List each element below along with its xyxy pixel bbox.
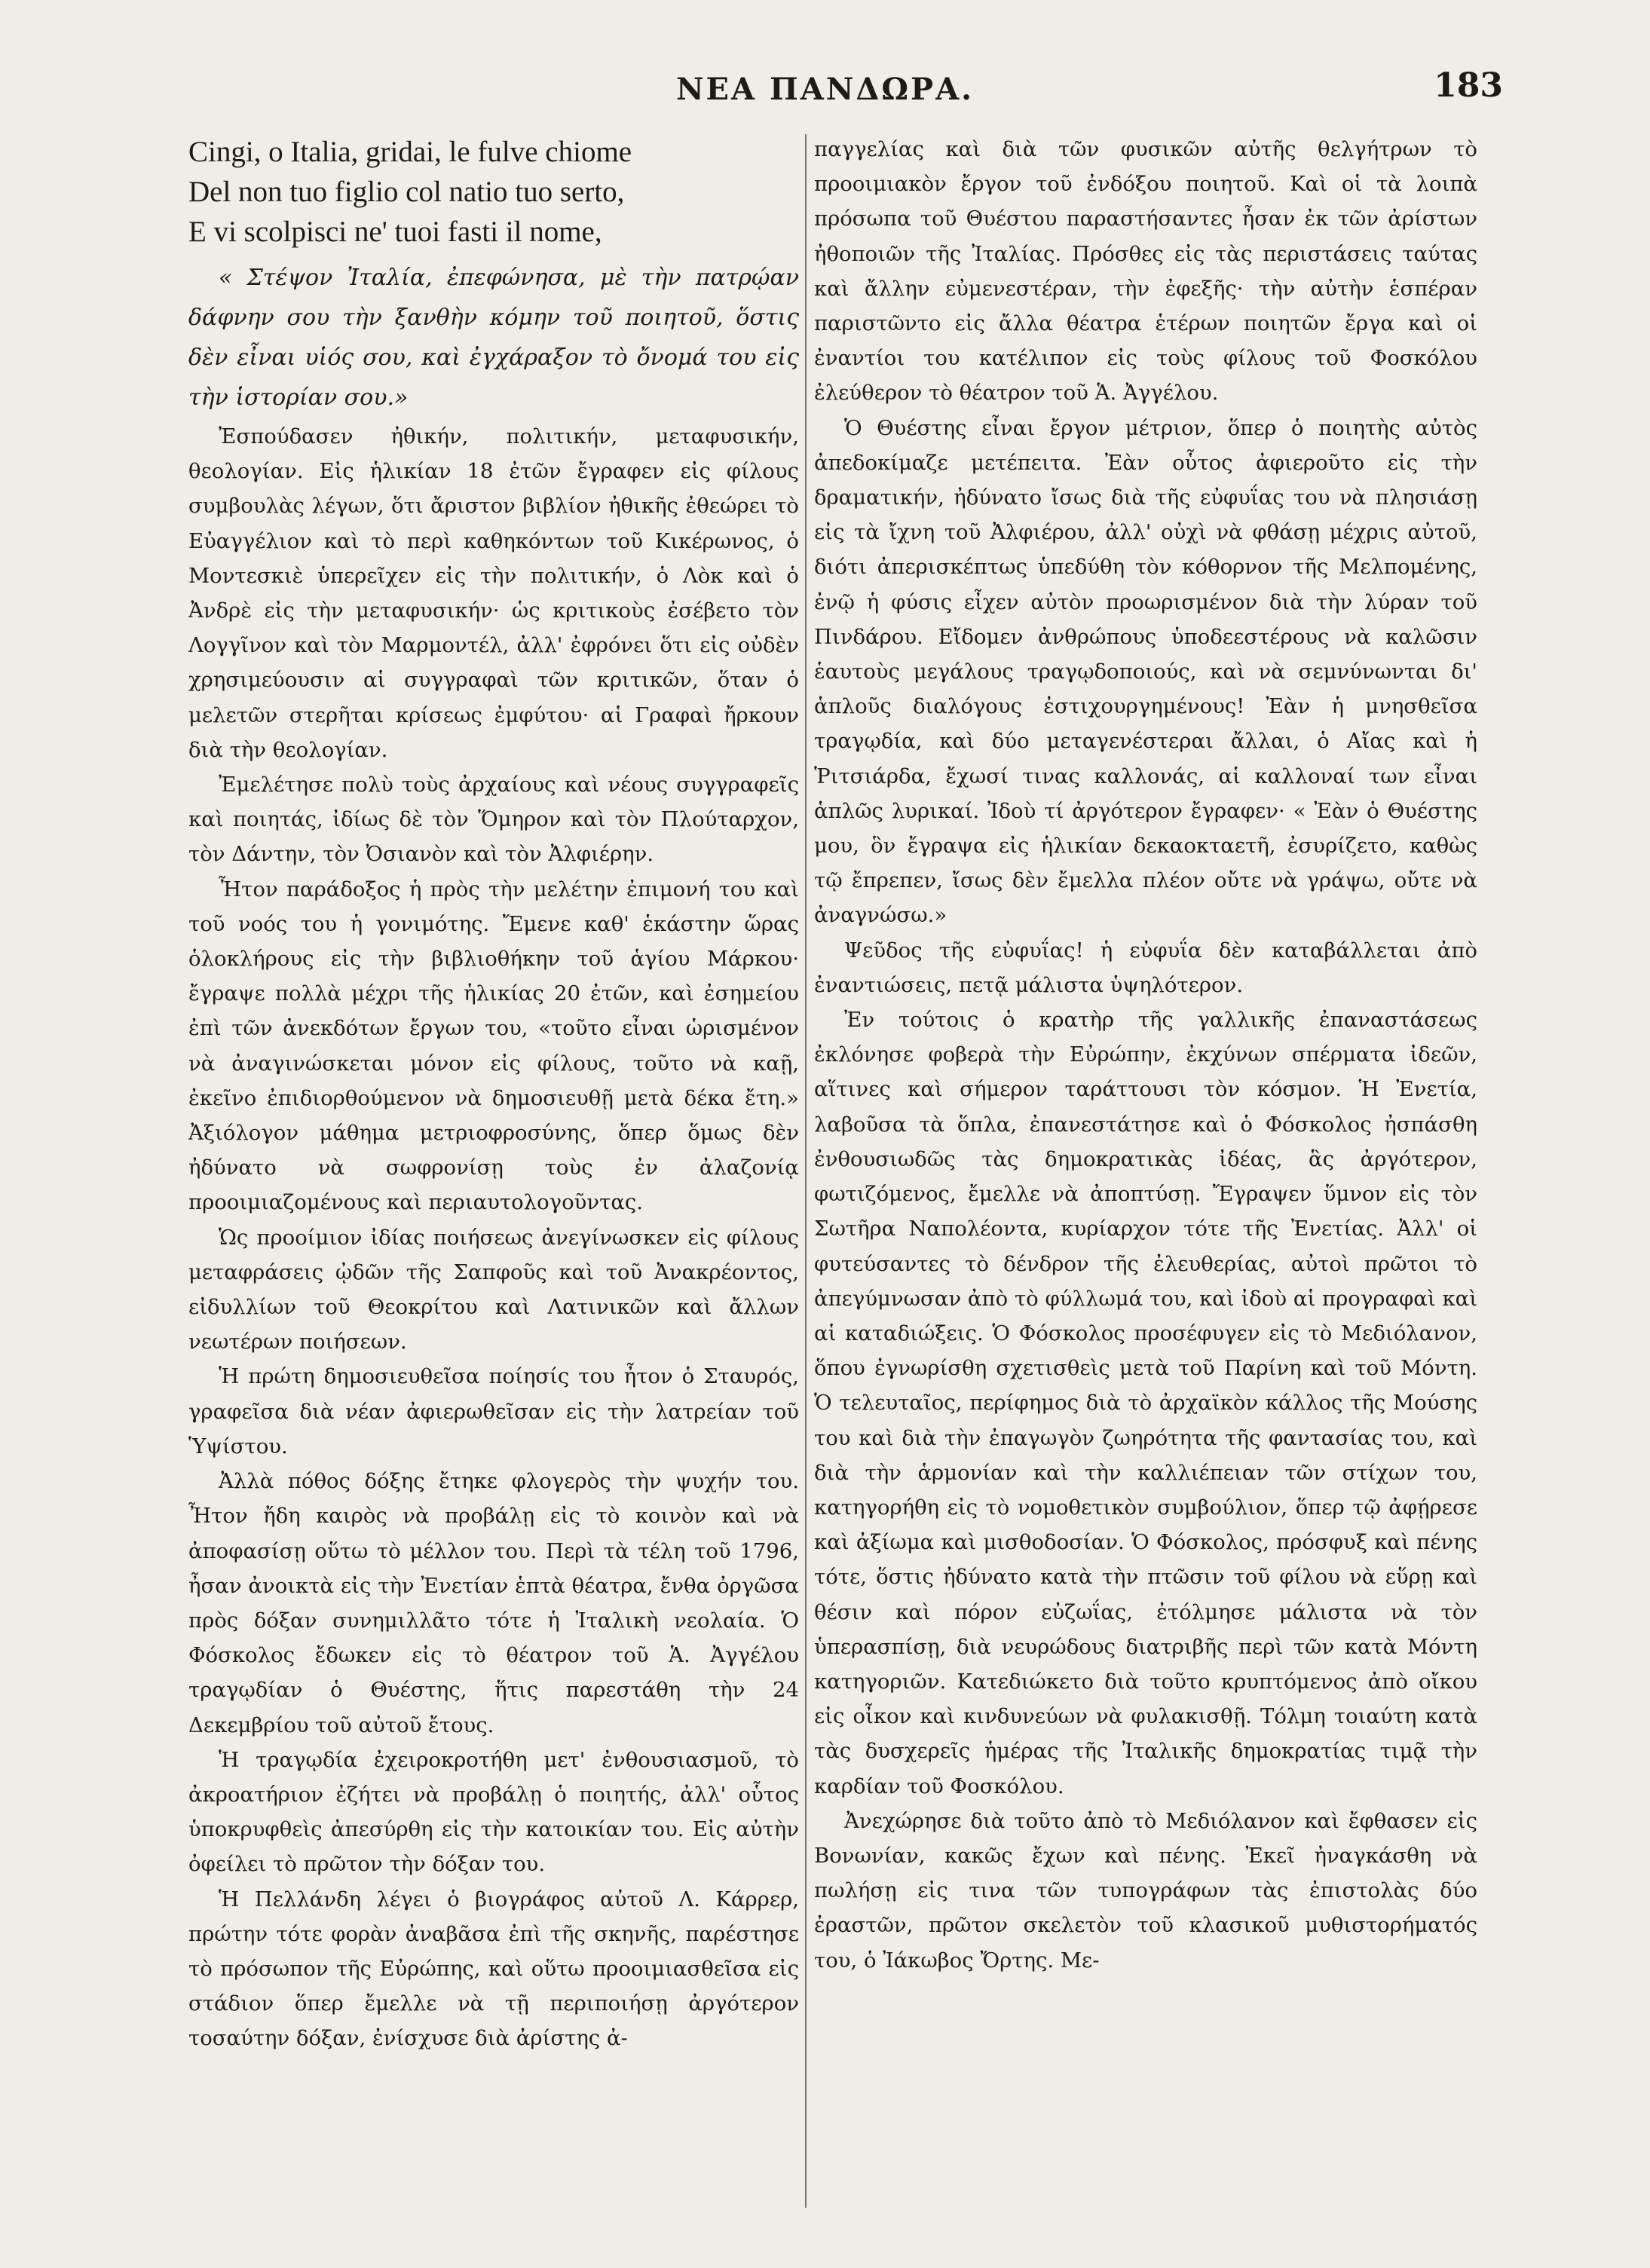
column-rule bbox=[805, 134, 807, 2208]
paragraph: Ἦτον παράδοξος ἡ πρὸς τὴν μελέτην ἐπιμονή του καὶ τοῦ νοός του ἡ γονιμότης. Ἔμενε καθ' ἑκάστην ὥρας ὁλοκλήρους εἰς τὴν βιβλιοθήκην τοῦ ἁγίου Μάρκου· ἔγραψε πολλὰ μέχρι τῆς ἡλικίας 20 ἐτῶν, καὶ ἐσημείου ἐπὶ τῶν ἀνεκδότων ἔργων του, «τοῦτο εἶναι ὡρισμένον νὰ ἀναγινώσκεται μόνον εἰς φίλους, τοῦτο νὰ καῇ, ἐκεῖνο ἐπιδιορθούμενον νὰ δημοσιευθῇ μετὰ δέκα ἔτη.» Ἀξιόλογον μάθημα μετριοφροσύνης, ὅπερ ὅμως δὲν ἠδύνατο νὰ σωφρονίσῃ τοὺς ἐν ἀλαζονίᾳ προοιμιαζομένους καὶ περιαυτολογοῦντας. bbox=[188, 877, 799, 1215]
italian-verse bbox=[188, 132, 799, 252]
paragraph: Ἀνεχώρησε διὰ τοῦτο ἀπὸ τὸ Μεδιόλανον καὶ ἔφθασεν εἰς Βονωνίαν, κακῶς ἔχων καὶ πένης. Ἐκεῖ ἠναγκάσθη νὰ πωλήσῃ εἰς τινα τῶν τυπογράφων τὰς ἐπιστολὰς δύο ἐραστῶν, πρῶτον σκελετὸν τοῦ κλασικοῦ μυθιστορήματός του, ὁ Ἰάκωβος Ὄρτης. Με- bbox=[814, 1808, 1477, 1973]
paragraph: Ψεῦδος τῆς εὐφυΐας! ἡ εὐφυΐα δὲν καταβάλλεται ἀπὸ ἐναντιώσεις, πετᾷ μάλιστα ὑψηλότερον. bbox=[814, 938, 1477, 997]
verse-line: Cingi, o Italia, gridai, le fulve chiome bbox=[188, 136, 632, 168]
page-number: 183 bbox=[1434, 66, 1503, 105]
paragraph: παγγελίας καὶ διὰ τῶν φυσικῶν αὐτῆς θελγήτρων τὸ προοιμιακὸν ἔργον τοῦ ἐνδόξου ποιητοῦ. Καὶ οἱ τὰ λοιπὰ πρόσωπα τοῦ Θυέστου παραστήσαντες ἦσαν ἐκ τῶν ἀρίστων ἠθοποιῶν τῆς Ἰταλίας. Πρόσθες εἰς τὰς περιστάσεις ταύτας καὶ ἄλλην εὐμενεστέραν, τὴν ἐφεξῆς· τὴν αὐτὴν ἑσπέραν παριστῶντο εἰς ἄλλα θέατρα ἑτέρων ποιητῶν ἔργα καὶ οἱ ἐναντίοι του κατέλιπον εἰς τοὺς φίλους τοῦ Φοσκόλου ἐλεύθερον τὸ θέατρον τοῦ Ἁ. Ἀγγέλου. bbox=[814, 137, 1477, 406]
paragraph: Ὁ Θυέστης εἶναι ἔργον μέτριον, ὅπερ ὁ ποιητὴς αὐτὸς ἀπεδοκίμαζε μετέπειτα. Ἐὰν οὗτος ἀφιεροῦτο εἰς τὴν δραματικήν, ἠδύνατο ἴσως διὰ τῆς εὐφυΐας του νὰ πλησιάσῃ εἰς τὰ ἴχνη τοῦ Ἀλφιέρου, ἀλλ' οὐχὶ νὰ φθάσῃ μέχρις αὐτοῦ, διότι ἀπερισκέπτως ὑπεδύθη τὸν κόθορνον τῆς Μελπομένης, ἐνῷ ἡ φύσις εἶχεν αὐτὸν προωρισμένον διὰ τὴν λύραν τοῦ Πινδάρου. Εἴδομεν ἀνθρώπους ὑποδεεστέρους νὰ καλῶσιν ἑαυτοὺς μεγάλους τραγῳδοποιούς, καὶ νὰ σεμνύνωνται δι' ἁπλοῦς διαλόγους ἐστιχουργημένους! Ἐὰν ἡ μνησθεῖσα τραγῳδία, καὶ δύο μεταγενέστεραι ἄλλαι, ὁ Αἴας καὶ ἡ Ῥιτσιάρδα, ἔχωσί τινας καλλονάς, αἱ καλλοναί των εἶναι ἁπλῶς λυρικαί. Ἰδοὺ τί ἀργότερον ἔγραφεν· « Ἐὰν ὁ Θυέστης μου, ὃν ἔγραψα εἰς ἡλικίαν δεκαοκταετῆ, ἐσυρίζετο, καθὼς τῷ ἔπρεπεν, ἴσως δὲν ἔμελλα πλέον οὔτε νὰ γράψω, οὔτε νὰ ἀναγνώσω.» bbox=[814, 415, 1477, 928]
paragraph: Ἐμελέτησε πολὺ τοὺς ἀρχαίους καὶ νέους συγγραφεῖς καὶ ποιητάς, ἰδίως δὲ τὸν Ὅμηρον καὶ τὸν Πλούταρχον, τὸν Δάντην, τὸν Ὀσιανὸν καὶ τὸν Ἀλφιέρην. bbox=[188, 773, 799, 867]
verse-line: Del non tuo figlio col natio tuo serto, bbox=[188, 176, 625, 208]
paragraph: Ἡ τραγῳδία ἐχειροκροτήθη μετ' ἐνθουσιασμοῦ, τὸ ἀκροατήριον ἐζήτει νὰ προβάλῃ ὁ ποιητής, ἀλλ' οὗτος ὑποκρυφθεὶς ἀπεσύρθη εἰς τὴν κατοικίαν του. Εἰς αὐτὴν ὀφείλει τὸ πρῶτον τὴν δόξαν του. bbox=[188, 1747, 799, 1877]
left-column bbox=[188, 132, 799, 2215]
paragraph: Ἐσπούδασεν ἠθικήν, πολιτικήν, μεταφυσικήν, θεολογίαν. Εἰς ἡλικίαν 18 ἐτῶν ἔγραφεν εἰς φίλους συμβουλὰς λέγων, ὅτι ἄριστον βιβλίον ἠθικῆς ἐθεώρει τὸ Εὐαγγέλιον καὶ τὸ περὶ καθηκόντων τοῦ Κικέρωνος, ὁ Μοντεσκιὲ ὑπερεῖχεν εἰς τὴν πολιτικήν, ὁ Λὸκ καὶ ὁ Ἀνδρὲ εἰς τὴν μεταφυσικήν· ὡς κριτικοὺς ἐσέβετο τὸν Λογγῖνον καὶ τὸν Μαρμοντέλ, ἀλλ' ἐφρόνει ὅτι εἰς οὐδὲν χρησιμεύουσιν αἱ συγγραφαὶ τῶν κριτικῶν, ὅταν ὁ μελετῶν στερῆται κρίσεως ἐμφύτου· αἱ Γραφαὶ ἤρκουν διὰ τὴν θεολογίαν. bbox=[188, 424, 799, 762]
paragraph: Ὡς προοίμιον ἰδίας ποιήσεως ἀνεγίνωσκεν εἰς φίλους μεταφράσεις ᾠδῶν τῆς Σαπφοῦς καὶ τοῦ Ἀνακρέοντος, εἰδυλλίων τοῦ Θεοκρίτου καὶ Λατινικῶν καὶ ἄλλων νεωτέρων ποιήσεων. bbox=[188, 1225, 799, 1354]
paragraph: Ἡ Πελλάνδη λέγει ὁ βιογράφος αὐτοῦ Λ. Κάρρερ, πρώτην τότε φορὰν ἀναβᾶσα ἐπὶ τῆς σκηνῆς, παρέστησε τὸ πρόσωπον τῆς Εὐρώπης, καὶ οὕτω προοιμιασθεῖσα εἰς στάδιον ὅπερ ἔμελλε νὰ τῇ περιποιήσῃ ἀργότερον τοσαύτην δόξαν, ἐνίσχυσε διὰ ἀρίστης ἀ- bbox=[188, 1887, 799, 2051]
running-title: ΝΕΑ ΠΑΝΔΩΡΑ. bbox=[675, 72, 975, 107]
verse-translation: « Στέψον Ἰταλία, ἐπεφώνησα, μὲ τὴν πατρῴαν δάφνην σου τὴν ξανθὴν κόμην τοῦ ποιητοῦ, ὅστις δὲν εἶναι υἱός σου, καὶ ἐγχάραξον τὸ ὄνομά του εἰς τὴν ἱστορίαν σου.» bbox=[188, 265, 799, 411]
paragraph: Ἐν τούτοις ὁ κρατὴρ τῆς γαλλικῆς ἐπαναστάσεως ἐκλόνησε φοβερὰ τὴν Εὐρώπην, ἐκχύνων σπέρματα ἰδεῶν, αἵτινες καὶ σήμερον ταράττουσι τὸν κόσμον. Ἡ Ἐνετία, λαβοῦσα τὰ ὅπλα, ἐπανεστάτησε καὶ ὁ Φόσκολος ἠσπάσθη ἐνθουσιωδῶς τὰς δημοκρατικὰς ἰδέας, ἃς ἀργότερον, φωτιζόμενος, ἔμελλε νὰ ἀποπτύσῃ. Ἔγραψεν ὕμνον εἰς τὸν Σωτῆρα Ναπολέοντα, κυρίαρχον τότε τῆς Ἐνετίας. Ἀλλ' οἱ φυτεύσαντες τὸ δένδρον τῆς ἐλευθερίας, αὐτοὶ πρῶτοι τὸ ἀπεγύμνωσαν ἀπὸ τὸ φύλλωμά του, καὶ ἰδοὺ αἱ προγραφαὶ καὶ αἱ καταδιώξεις. Ὁ Φόσκολος προσέφυγεν εἰς τὸ Μεδιόλανον, ὅπου ἐγνωρίσθη σχετισθεὶς μετὰ τοῦ Παρίνη καὶ τοῦ Μόντη. Ὁ τελευταῖος, περίφημος διὰ τὸ ἀρχαϊκὸν κάλλος τῆς Μούσης του καὶ διὰ τὴν ἐπαγωγὸν ζωηρότητα τῆς φαντασίας του, καὶ διὰ τὴν ἁρμονίαν καὶ τὴν καλλιέπειαν τῶν στίχων του, κατηγορήθη εἰς τὸ νομοθετικὸν συμβούλιον, ὅπερ τῷ ἀφῄρεσε καὶ ἀξίωμα καὶ μισθοδοσίαν. Ὁ Φόσκολος, πρόσφυξ καὶ πένης τότε, ὅστις ἠδύνατο κατὰ τὴν πτῶσιν τοῦ φίλου νὰ εὕρῃ καὶ θέσιν καὶ πόρον εὐζωΐας, ἐτόλμησε μάλιστα νὰ τὸν ὑπερασπίσῃ, διὰ νευρώδους διατριβῆς περὶ τῶν κατὰ Μόντη κατηγοριῶν. Κατεδιώκετο διὰ τοῦτο κρυπτόμενος ἀπὸ οἴκου εἰς οἶκον καὶ κινδυνεύων νὰ φυλακισθῇ. Τόλμη τοιαύτη κατὰ τὰς δυσχερεῖς ἡμέρας τῆς Ἰταλικῆς δημοκρατίας τιμᾷ τὴν καρδίαν τοῦ Φοσκόλου. bbox=[814, 1008, 1477, 1798]
paragraph: Ἡ πρώτη δημοσιευθεῖσα ποίησίς του ἦτον ὁ Σταυρός, γραφεῖσα διὰ νέαν ἀφιερωθεῖσαν εἰς τὴν λατρείαν τοῦ Ὑψίστου. bbox=[188, 1364, 799, 1458]
paragraph: Ἀλλὰ πόθος δόξης ἔτηκε φλογερὸς τὴν ψυχήν του. Ἦτον ἤδη καιρὸς νὰ προβάλῃ εἰς τὸ κοινὸν καὶ νὰ ἀποφασίσῃ οὕτω τὸ μέλλον του. Περὶ τὰ τέλη τοῦ 1796, ἦσαν ἀνοικτὰ εἰς τὴν Ἐνετίαν ἑπτὰ θέατρα, ἔνθα ὀργῶσα πρὸς δόξαν συνημιλλᾶτο τότε ἡ Ἰταλικὴ νεολαία. Ὁ Φόσκολος ἔδωκεν εἰς τὸ θέατρον τοῦ Ἁ. Ἀγγέλου τραγῳδίαν ὁ Θυέστης, ἥτις παρεστάθη τὴν 24 Δεκεμβρίου τοῦ αὐτοῦ ἔτους. bbox=[188, 1469, 799, 1737]
right-column bbox=[814, 132, 1477, 2215]
verse-line: E vi scolpisci ne' tuoi fasti il nome, bbox=[188, 216, 602, 248]
